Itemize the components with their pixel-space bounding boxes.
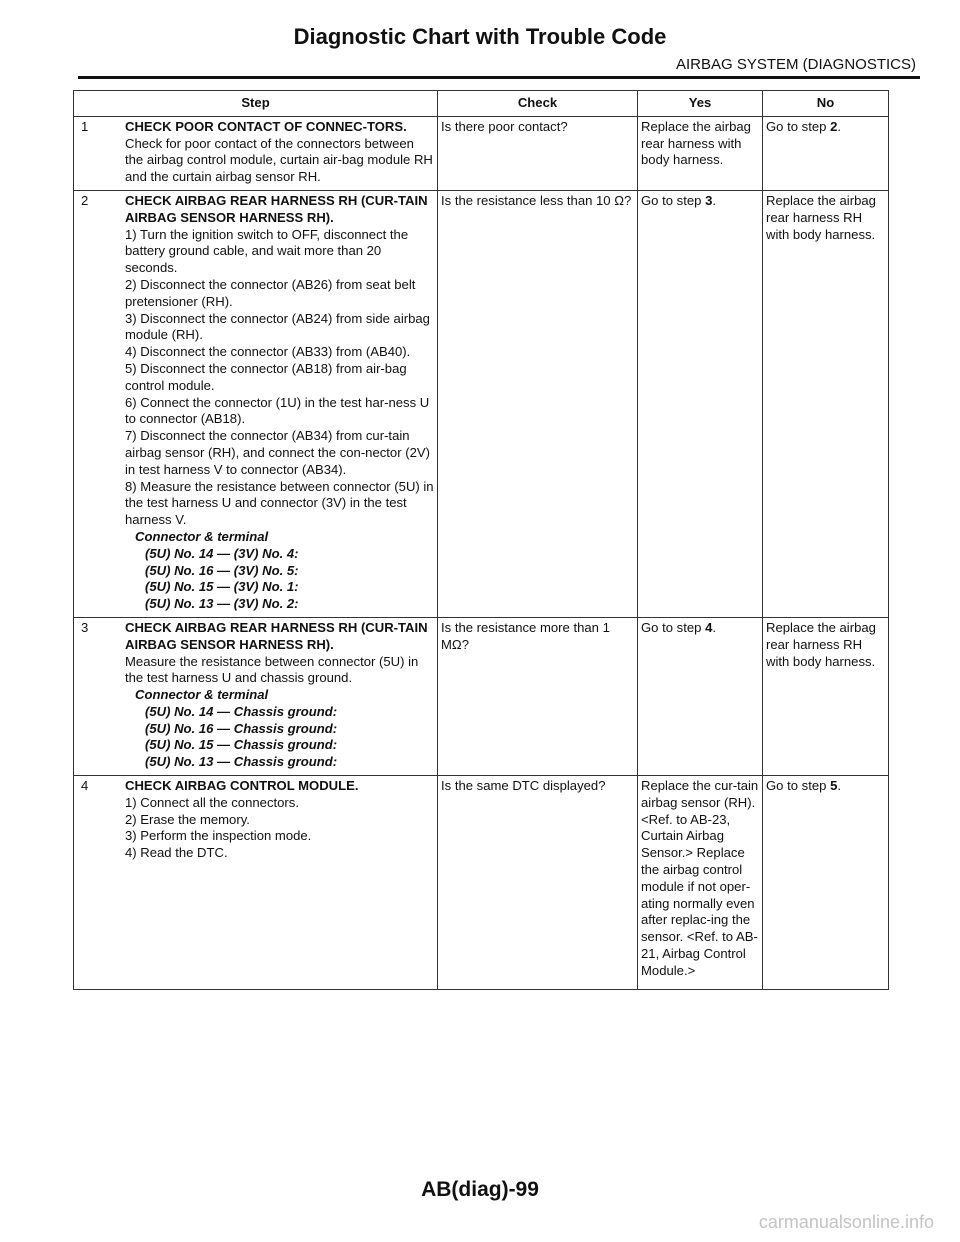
- connector-terminal-line: (5U) No. 16 — Chassis ground:: [145, 720, 338, 736]
- column-header-yes: Yes: [638, 91, 763, 117]
- no-cell: Replace the airbag rear harness RH with body harness.: [763, 617, 889, 775]
- connector-terminal-line: (5U) No. 13 — (3V) No. 2:: [145, 596, 299, 612]
- step-instruction: 7) Disconnect the connector (AB34) from cur-tain airbag sensor (RH), and connect the con-nector (2V) in test harness V to connector (AB34).: [125, 428, 430, 477]
- step-reference: 5: [830, 778, 838, 794]
- step-instruction: 2) Disconnect the connector (AB26) from seat belt pretensioner (RH).: [125, 276, 416, 309]
- step-instruction: Check for poor contact of the connectors between the airbag control module, curtain air-bag module RH and the curtain airbag sensor RH.: [125, 135, 433, 185]
- step-instruction: 1) Connect all the connectors.: [125, 794, 299, 810]
- yes-text-suffix: .: [712, 192, 716, 208]
- step-instruction: 4) Disconnect the connector (AB33) from (AB40).: [125, 344, 411, 360]
- yes-cell: Replace the airbag rear harness with body harness.: [638, 116, 763, 190]
- no-cell: [763, 776, 889, 990]
- step-instruction: 6) Connect the connector (1U) in the test har-ness U to connector (AB18).: [125, 394, 430, 427]
- yes-text-suffix: .: [712, 619, 716, 635]
- step-title: CHECK AIRBAG CONTROL MODULE.: [125, 778, 359, 794]
- step-instruction: 1) Turn the ignition switch to OFF, disconnect the battery ground cable, and wait more than 20 seconds.: [125, 226, 409, 276]
- connector-terminal-line: (5U) No. 15 — Chassis ground:: [145, 737, 338, 753]
- connector-terminal-line: (5U) No. 13 — Chassis ground:: [145, 754, 338, 770]
- diagnostic-table: [73, 90, 889, 990]
- table-row: [74, 116, 889, 190]
- yes-text: Go to step: [641, 619, 706, 635]
- step-title: CHECK AIRBAG REAR HARNESS RH (CUR-TAIN AIRBAG SENSOR HARNESS RH).: [125, 192, 428, 225]
- no-cell: [763, 116, 889, 190]
- connector-heading: Connector & terminal: [135, 528, 269, 544]
- step-number: 4: [81, 778, 89, 794]
- step-instruction: 2) Erase the memory.: [125, 811, 250, 827]
- check-cell: Is there poor contact?: [438, 116, 638, 190]
- yes-cell: [638, 190, 763, 617]
- check-cell: Is the same DTC displayed?: [438, 776, 638, 990]
- yes-cell: Replace the cur-tain airbag sensor (RH). <Ref. to AB-23, Curtain Airbag Sensor.> Replace the airbag control module if not oper-ating normally even after replac-ing the sensor. <Ref. to AB-21, Airbag Control Module.>: [638, 776, 763, 990]
- connector-terminal-line: (5U) No. 14 — (3V) No. 4:: [145, 545, 299, 561]
- no-text-suffix: .: [837, 778, 841, 794]
- step-cell: [74, 617, 438, 775]
- step-cell: [74, 116, 438, 190]
- yes-text: Go to step: [641, 192, 706, 208]
- section-title: AIRBAG SYSTEM (DIAGNOSTICS): [675, 56, 916, 73]
- column-header-step: Step: [74, 91, 438, 117]
- no-cell: Replace the airbag rear harness RH with body harness.: [763, 190, 889, 617]
- connector-terminal-line: (5U) No. 14 — Chassis ground:: [145, 703, 338, 719]
- no-text: Go to step: [766, 118, 831, 134]
- no-text-suffix: .: [837, 118, 841, 134]
- column-header-check: Check: [438, 91, 638, 117]
- connector-terminal-line: (5U) No. 16 — (3V) No. 5:: [145, 562, 299, 578]
- connector-heading: Connector & terminal: [135, 687, 269, 703]
- table-header-row: [74, 91, 889, 117]
- table-row: [74, 776, 889, 990]
- step-instruction: 4) Read the DTC.: [125, 845, 228, 861]
- step-cell: [74, 776, 438, 990]
- check-cell: Is the resistance less than 10 Ω?: [438, 190, 638, 617]
- no-text: Go to step: [766, 778, 831, 794]
- connector-terminal-line: (5U) No. 15 — (3V) No. 1:: [145, 579, 299, 595]
- step-title: CHECK POOR CONTACT OF CONNEC-TORS.: [125, 118, 407, 134]
- step-instruction: 3) Perform the inspection mode.: [125, 828, 312, 844]
- yes-cell: [638, 617, 763, 775]
- step-instruction: 5) Disconnect the connector (AB18) from air-bag control module.: [125, 360, 407, 393]
- table-row: [74, 190, 889, 617]
- step-number: 3: [81, 619, 89, 635]
- step-instruction: 3) Disconnect the connector (AB24) from side airbag module (RH).: [125, 310, 430, 343]
- column-header-no: No: [763, 91, 889, 117]
- step-reference: 4: [705, 619, 713, 635]
- step-title: CHECK AIRBAG REAR HARNESS RH (CUR-TAIN AIRBAG SENSOR HARNESS RH).: [125, 619, 428, 652]
- table-row: [74, 617, 889, 775]
- page-title: Diagnostic Chart with Trouble Code: [293, 24, 667, 49]
- step-instruction: Measure the resistance between connector (5U) in the test harness U and chassis ground.: [125, 653, 419, 686]
- step-reference: 3: [705, 192, 713, 208]
- step-cell: [74, 190, 438, 617]
- watermark: carmanualsonline.info: [758, 1212, 934, 1232]
- check-cell: Is the resistance more than 1 MΩ?: [438, 617, 638, 775]
- step-number: 1: [81, 118, 89, 134]
- header-divider: [78, 76, 920, 79]
- page-number: AB(diag)-99: [421, 1178, 539, 1201]
- step-reference: 2: [830, 118, 838, 134]
- step-instruction: 8) Measure the resistance between connector (5U) in the test harness U and connector (3V) in the test harness V.: [125, 478, 434, 528]
- step-number: 2: [81, 192, 89, 208]
